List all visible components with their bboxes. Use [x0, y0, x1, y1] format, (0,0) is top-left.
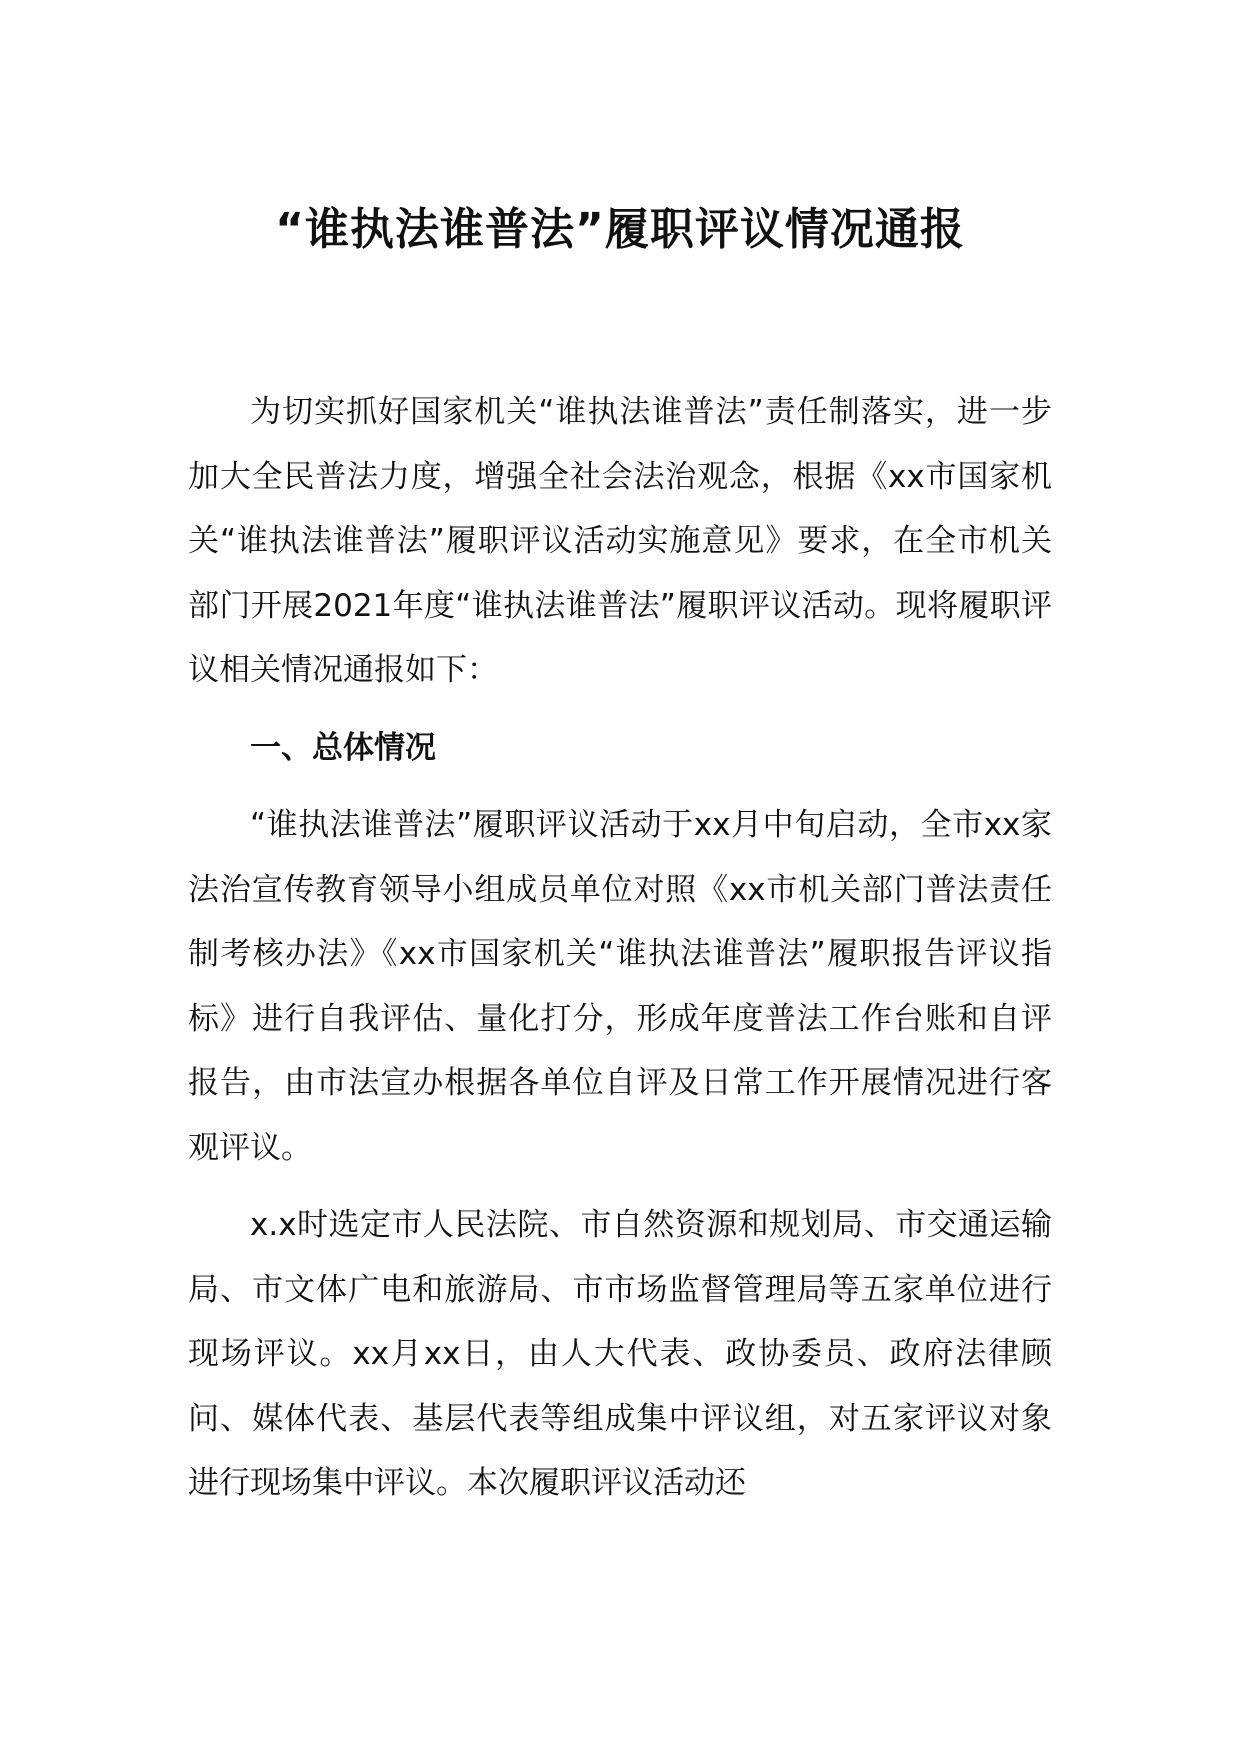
section1-paragraph-1: “谁执法谁普法”履职评议活动于xx月中旬启动，全市xx家法治宣传教育领导小组成员单位对照《xx市机关部门普法责任制考核办法》《xx市国家机关“谁执法谁普法”履职报告评议指标》进行自我评估、量化打分，形成年度普法工作台账和自评报告，由市法宣办根据各单位自评及日常工作开展情况进行客观评议。	[188, 807, 1052, 1166]
document-title: “谁执法谁普法”履职评议情况通报	[275, 204, 965, 255]
section-heading-overall: 一、总体情况	[250, 729, 436, 766]
section1-paragraph-2: x.x时选定市人民法院、市自然资源和规划局、市交通运输局、市文体广电和旅游局、市市场监督管理局等五家单位进行现场评议。xx月xx日，由人大代表、政协委员、政府法律顾问、媒体代表、基层代表等组成集中评议组，对五家评议对象进行现场集中评议。本次履职评议活动还	[188, 1207, 1052, 1501]
intro-paragraph: 为切实抓好国家机关“谁执法谁普法”责任制落实，进一步加大全民普法力度，增强全社会法治观念，根据《xx市国家机关“谁执法谁普法”履职评议活动实施意见》要求，在全市机关部门开展2021年度“谁执法谁普法”履职评议活动。现将履职评议相关情况通报如下：	[188, 394, 1052, 688]
document-body	[188, 380, 1052, 1516]
